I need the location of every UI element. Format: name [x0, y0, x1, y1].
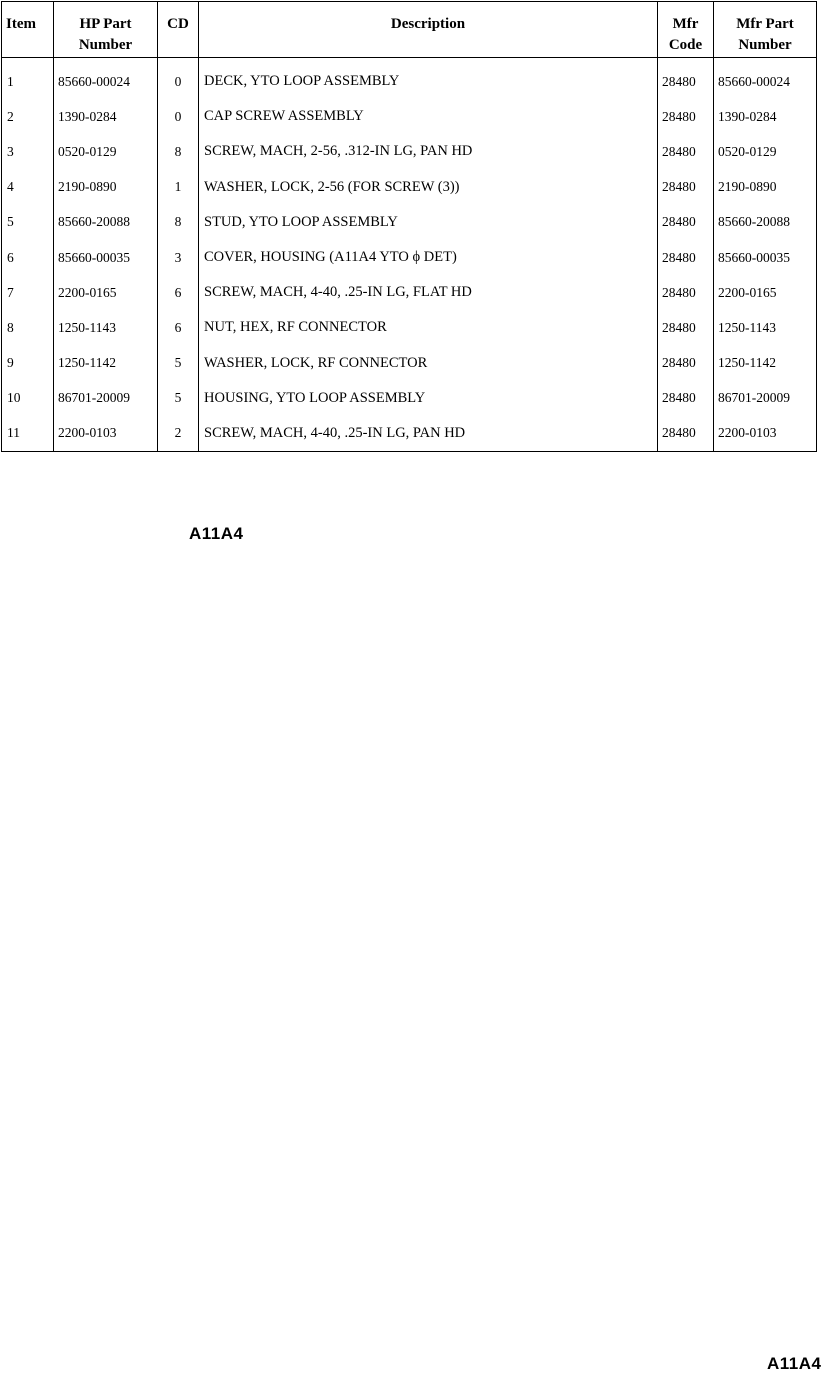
- cd-cell: 1: [158, 170, 199, 205]
- hp-part-number-cell: 85660-20088: [54, 205, 158, 240]
- description-cell: STUD, YTO LOOP ASSEMBLY: [199, 205, 658, 240]
- cd-cell: 5: [158, 346, 199, 381]
- header-item: Item: [2, 2, 54, 58]
- item-cell: 1: [2, 58, 54, 100]
- item-cell: 9: [2, 346, 54, 381]
- hp-part-number-cell: 2200-0103: [54, 416, 158, 452]
- mfr-code-cell: 28480: [658, 416, 714, 452]
- description-cell: SCREW, MACH, 2-56, .312-IN LG, PAN HD: [199, 134, 658, 169]
- hp-part-number-cell: 1250-1143: [54, 310, 158, 345]
- hp-part-number-cell: 86701-20009: [54, 381, 158, 416]
- mfr-part-number-cell: 85660-00024: [714, 58, 817, 100]
- item-cell: 8: [2, 310, 54, 345]
- description-cell: SCREW, MACH, 4-40, .25-IN LG, PAN HD: [199, 416, 658, 452]
- hp-part-number-cell: 1390-0284: [54, 99, 158, 134]
- cd-cell: 8: [158, 205, 199, 240]
- mfr-code-cell: 28480: [658, 99, 714, 134]
- mfr-part-number-cell: 86701-20009: [714, 381, 817, 416]
- header-cd: CD: [158, 2, 199, 58]
- header-mfr-part-number: Mfr Part Number: [714, 2, 817, 58]
- table-row: [2, 58, 817, 100]
- description-cell: WASHER, LOCK, RF CONNECTOR: [199, 346, 658, 381]
- hp-part-number-cell: 1250-1142: [54, 346, 158, 381]
- item-cell: 3: [2, 134, 54, 169]
- hp-part-number-cell: 2190-0890: [54, 170, 158, 205]
- figure-label: A11A4: [189, 524, 244, 543]
- mfr-code-cell: 28480: [658, 170, 714, 205]
- mfr-code-cell: 28480: [658, 134, 714, 169]
- cd-cell: 0: [158, 99, 199, 134]
- hp-part-number-cell: 2200-0165: [54, 275, 158, 310]
- cd-cell: 0: [158, 58, 199, 100]
- hp-part-number-cell: 85660-00035: [54, 240, 158, 275]
- description-cell: DECK, YTO LOOP ASSEMBLY: [199, 58, 658, 100]
- mfr-code-cell: 28480: [658, 381, 714, 416]
- table-row: [2, 170, 817, 205]
- table-row: [2, 205, 817, 240]
- table-row: [2, 134, 817, 169]
- cd-cell: 8: [158, 134, 199, 169]
- mfr-code-cell: 28480: [658, 240, 714, 275]
- mfr-part-number-cell: 1250-1142: [714, 346, 817, 381]
- footer-label: A11A4: [767, 1354, 822, 1373]
- description-cell: SCREW, MACH, 4-40, .25-IN LG, FLAT HD: [199, 275, 658, 310]
- mfr-code-cell: 28480: [658, 58, 714, 100]
- description-cell: COVER, HOUSING (A11A4 YTO ϕ DET): [199, 240, 658, 275]
- header-hp-part-number: HP Part Number: [54, 2, 158, 58]
- item-cell: 10: [2, 381, 54, 416]
- mfr-code-cell: 28480: [658, 205, 714, 240]
- mfr-part-number-cell: 2200-0165: [714, 275, 817, 310]
- header-description: Description: [199, 2, 658, 58]
- mfr-code-cell: 28480: [658, 275, 714, 310]
- cd-cell: 5: [158, 381, 199, 416]
- item-cell: 6: [2, 240, 54, 275]
- item-cell: 5: [2, 205, 54, 240]
- mfr-code-cell: 28480: [658, 346, 714, 381]
- table-header-row: [2, 2, 817, 58]
- header-mfr-code: Mfr Code: [658, 2, 714, 58]
- table-row: [2, 99, 817, 134]
- mfr-part-number-cell: 1250-1143: [714, 310, 817, 345]
- mfr-code-cell: 28480: [658, 310, 714, 345]
- mfr-part-number-cell: 85660-00035: [714, 240, 817, 275]
- table-row: [2, 275, 817, 310]
- item-cell: 4: [2, 170, 54, 205]
- table-row: [2, 416, 817, 452]
- table-row: [2, 310, 817, 345]
- description-cell: WASHER, LOCK, 2-56 (FOR SCREW (3)): [199, 170, 658, 205]
- cd-cell: 6: [158, 310, 199, 345]
- cd-cell: 3: [158, 240, 199, 275]
- cd-cell: 6: [158, 275, 199, 310]
- description-cell: HOUSING, YTO LOOP ASSEMBLY: [199, 381, 658, 416]
- table-row: [2, 346, 817, 381]
- parts-list-table: [1, 1, 817, 452]
- mfr-part-number-cell: 85660-20088: [714, 205, 817, 240]
- table-row: [2, 240, 817, 275]
- description-cell: NUT, HEX, RF CONNECTOR: [199, 310, 658, 345]
- description-cell: CAP SCREW ASSEMBLY: [199, 99, 658, 134]
- hp-part-number-cell: 85660-00024: [54, 58, 158, 100]
- mfr-part-number-cell: 2190-0890: [714, 170, 817, 205]
- mfr-part-number-cell: 0520-0129: [714, 134, 817, 169]
- mfr-part-number-cell: 1390-0284: [714, 99, 817, 134]
- item-cell: 2: [2, 99, 54, 134]
- hp-part-number-cell: 0520-0129: [54, 134, 158, 169]
- item-cell: 11: [2, 416, 54, 452]
- item-cell: 7: [2, 275, 54, 310]
- cd-cell: 2: [158, 416, 199, 452]
- table-row: [2, 381, 817, 416]
- mfr-part-number-cell: 2200-0103: [714, 416, 817, 452]
